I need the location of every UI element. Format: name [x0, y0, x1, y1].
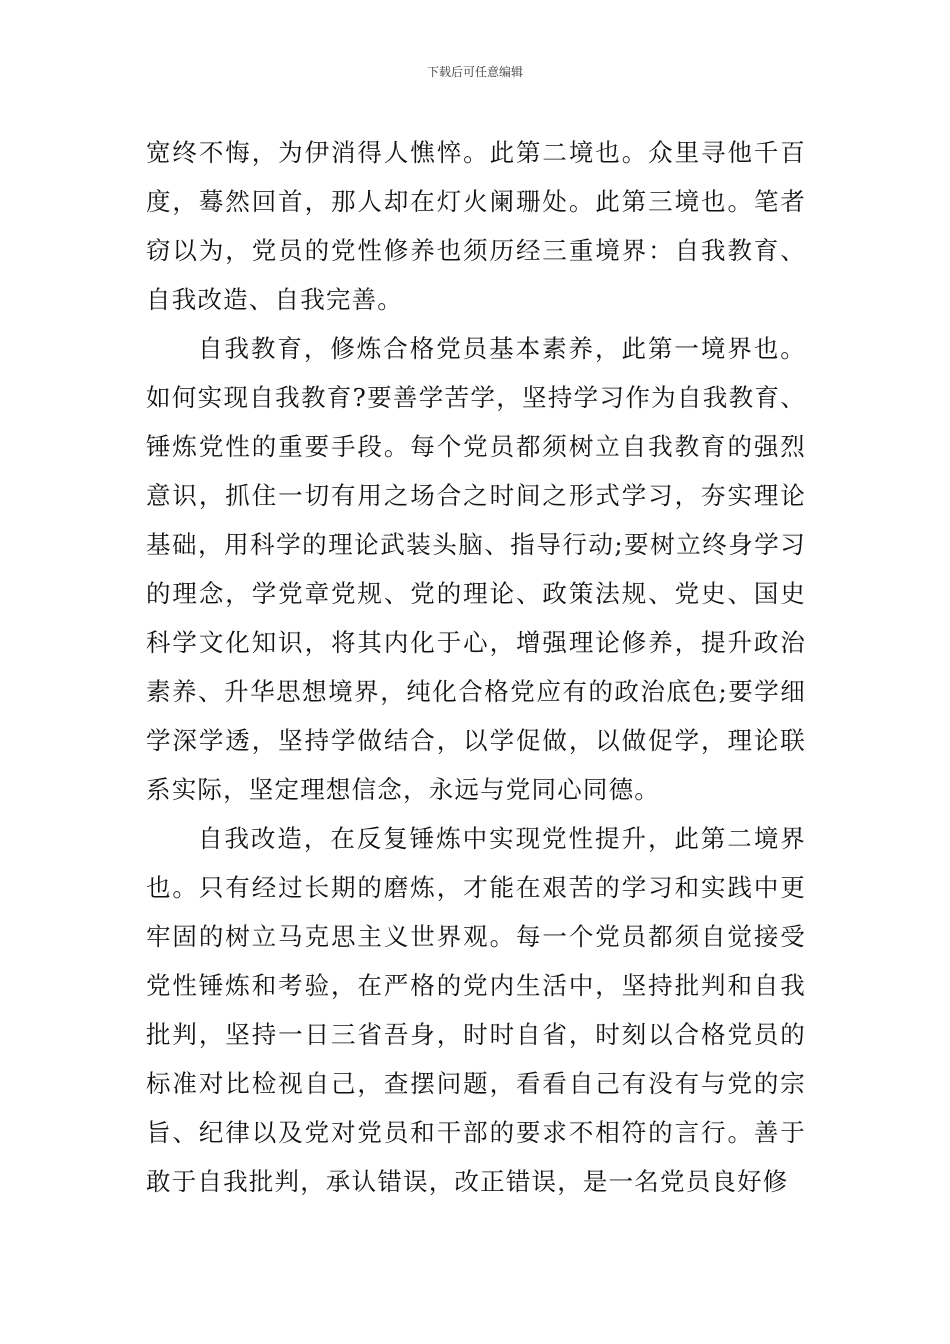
page-header: 下载后可任意编辑: [426, 65, 523, 79]
paragraph-3: 自我改造，在反复锤炼中实现党性提升，此第二境界也。只有经过长期的磨炼，才能在艰苦的学习和实践中更牢固的树立马克思主义世界观。每一个党员都须自觉接受党性锤炼和考验，在严格的党内生活中，坚持批判和自我批判，坚持一日三省吾身，时时自省，时刻以合格党员的标准对比检视自己，查摆问题，看看自己有没有与党的宗旨、纪律以及党对党员和干部的要求不相符的言行。善于敢于自我批判，承认错误，改正错误，是一名党员良好修: [146, 824, 806, 1196]
paragraph-1: 宽终不悔，为伊消得人憔悴。此第二境也。众里寻他千百度，蓦然回首，那人却在灯火阑珊处。此第三境也。笔者窃以为，党员的党性修养也须历经三重境界：自我教育、自我改造、自我完善。: [146, 138, 806, 314]
document-body: [146, 128, 806, 1206]
paragraph-2: 自我教育，修炼合格党员基本素养，此第一境界也。如何实现自我教育?要善学苦学，坚持学习作为自我教育、锤炼党性的重要手段。每个党员都须树立自我教育的强烈意识，抓住一切有用之场合之时间之形式学习，夯实理论基础，用科学的理论武装头脑、指导行动;要树立终身学习的理念，学党章党规、党的理论、政策法规、党史、国史科学文化知识，将其内化于心，增强理论修养，提升政治素养、升华思想境界，纯化合格党应有的政治底色;要学细学深学透，坚持学做结合，以学促做，以做促学，理论联系实际，坚定理想信念，永远与党同心同德。: [146, 334, 806, 804]
